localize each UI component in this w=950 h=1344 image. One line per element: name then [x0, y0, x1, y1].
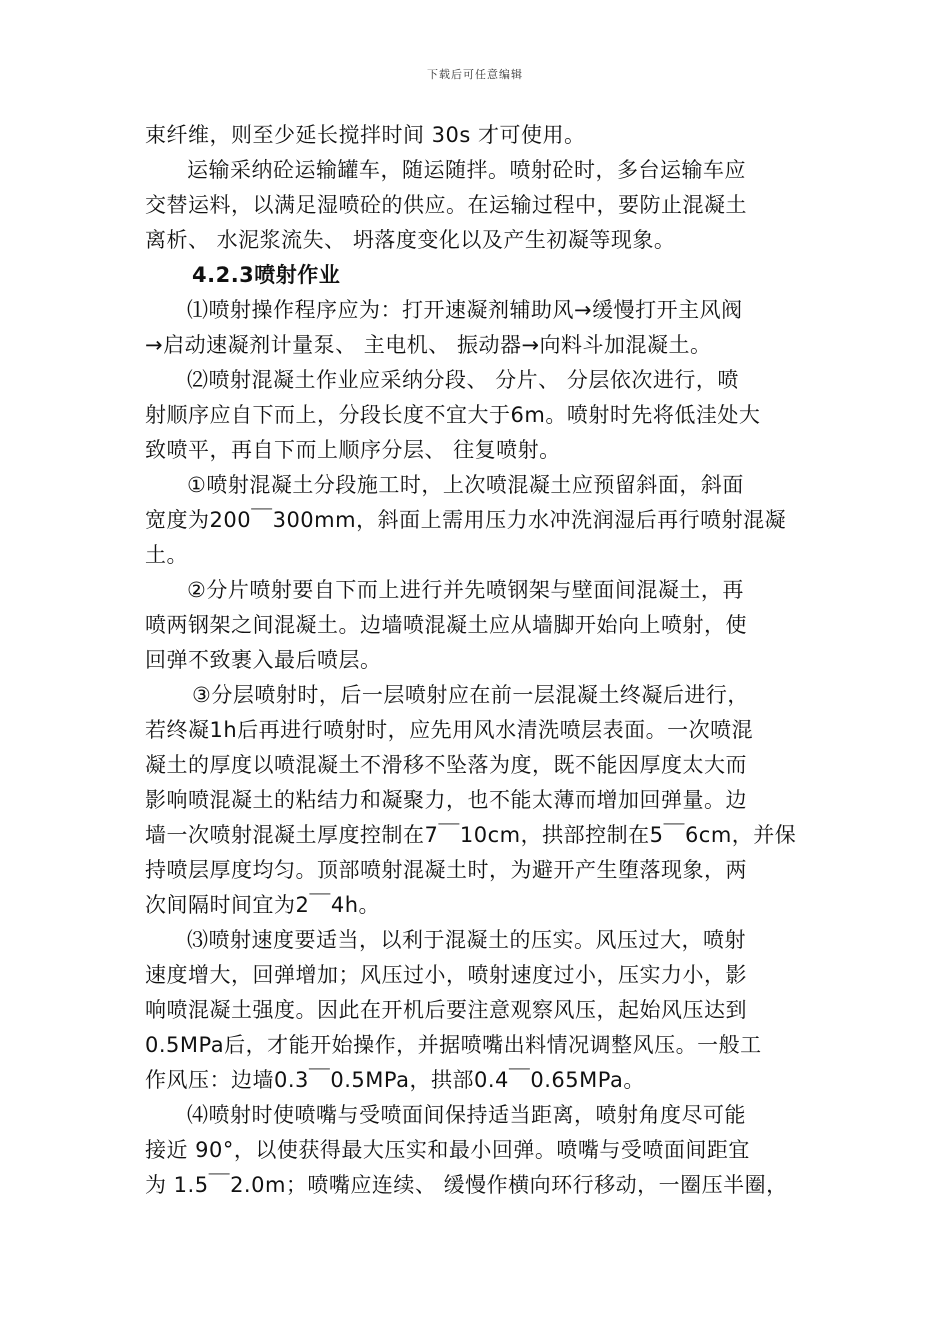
- section-heading: 4.2.3喷射作业: [192, 263, 341, 287]
- paragraph-line: 凝土的厚度以喷混凝土不滑移不坠落为度，既不能因厚度太大而: [145, 753, 747, 777]
- paragraph-line: ⑶喷射速度要适当，以利于混凝土的压实。风压过大，喷射: [187, 928, 746, 952]
- paragraph-line: 次间隔时间宜为2￣4h。: [145, 893, 381, 917]
- paragraph-line: 交替运料，以满足湿喷砼的供应。在运输过程中，要防止混凝土: [145, 193, 747, 217]
- paragraph-line: ③分层喷射时，后一层喷射应在前一层混凝土终凝后进行，: [192, 683, 749, 707]
- paragraph-line: ⑴喷射操作程序应为：打开速凝剂辅助风→缓慢打开主风阀: [187, 298, 743, 322]
- paragraph-line: 运输采纳砼运输罐车，随运随拌。喷射砼时，多台运输车应: [187, 158, 746, 182]
- paragraph-line: 宽度为200￣300mm，斜面上需用压力水冲洗润湿后再行喷射混凝: [145, 508, 787, 532]
- paragraph-line: ①喷射混凝土分段施工时，上次喷混凝土应预留斜面，斜面: [187, 473, 744, 497]
- paragraph-line: 束纤维，则至少延长搅拌时间 30s 才可使用。: [145, 123, 586, 147]
- paragraph-line: ⑵喷射混凝土作业应采纳分段、 分片、 分层依次进行，喷: [187, 368, 739, 392]
- paragraph-line: 致喷平，再自下而上顺序分层、 往复喷射。: [145, 438, 561, 462]
- paragraph-line: 离析、 水泥浆流失、 坍落度变化以及产生初凝等现象。: [145, 228, 676, 252]
- paragraph-line: 影响喷混凝土的粘结力和凝聚力，也不能太薄而增加回弹量。边: [145, 788, 747, 812]
- paragraph-line: 速度增大，回弹增加；风压过小，喷射速度过小，压实力小，影: [145, 963, 747, 987]
- paragraph-line: 接近 90°，以使获得最大压实和最小回弹。喷嘴与受喷面间距宜: [145, 1138, 750, 1162]
- paragraph-line: 0.5MPa后，才能开始操作，并据喷嘴出料情况调整风压。一般工: [145, 1033, 762, 1057]
- paragraph-line: 土。: [145, 543, 188, 567]
- paragraph-line: 射顺序应自下而上，分段长度不宜大于6m。喷射时先将低洼处大: [145, 403, 761, 427]
- paragraph-line: 若终凝1h后再进行喷射时，应先用风水清洗喷层表面。一次喷混: [145, 718, 754, 742]
- paragraph-line: 作风压：边墙0.3￣0.5MPa，拱部0.4￣0.65MPa。: [145, 1068, 645, 1092]
- paragraph-line: 墙一次喷射混凝土厚度控制在7￣10cm，拱部控制在5￣6cm，并保: [145, 823, 797, 847]
- paragraph-line: ⑷喷射时使喷嘴与受喷面间保持适当距离，喷射角度尽可能: [187, 1103, 746, 1127]
- document-body: [145, 118, 810, 1203]
- paragraph-line: 响喷混凝土强度。因此在开机后要注意观察风压，起始风压达到: [145, 998, 747, 1022]
- paragraph-line: 回弹不致裹入最后喷层。: [145, 648, 382, 672]
- paragraph-line: 持喷层厚度均匀。顶部喷射混凝土时，为避开产生堕落现象，两: [145, 858, 747, 882]
- paragraph-line: 为 1.5￣2.0m；喷嘴应连续、 缓慢作横向环行移动，一圈压半圈，: [145, 1173, 788, 1197]
- page-header: 下载后可任意编辑: [427, 68, 523, 81]
- paragraph-line: ②分片喷射要自下而上进行并先喷钢架与壁面间混凝土，再: [187, 578, 744, 602]
- paragraph-line: →启动速凝剂计量泵、 主电机、 振动器→向料斗加混凝土。: [145, 333, 712, 357]
- paragraph-line: 喷两钢架之间混凝土。边墙喷混凝土应从墙脚开始向上喷射，使: [145, 613, 747, 637]
